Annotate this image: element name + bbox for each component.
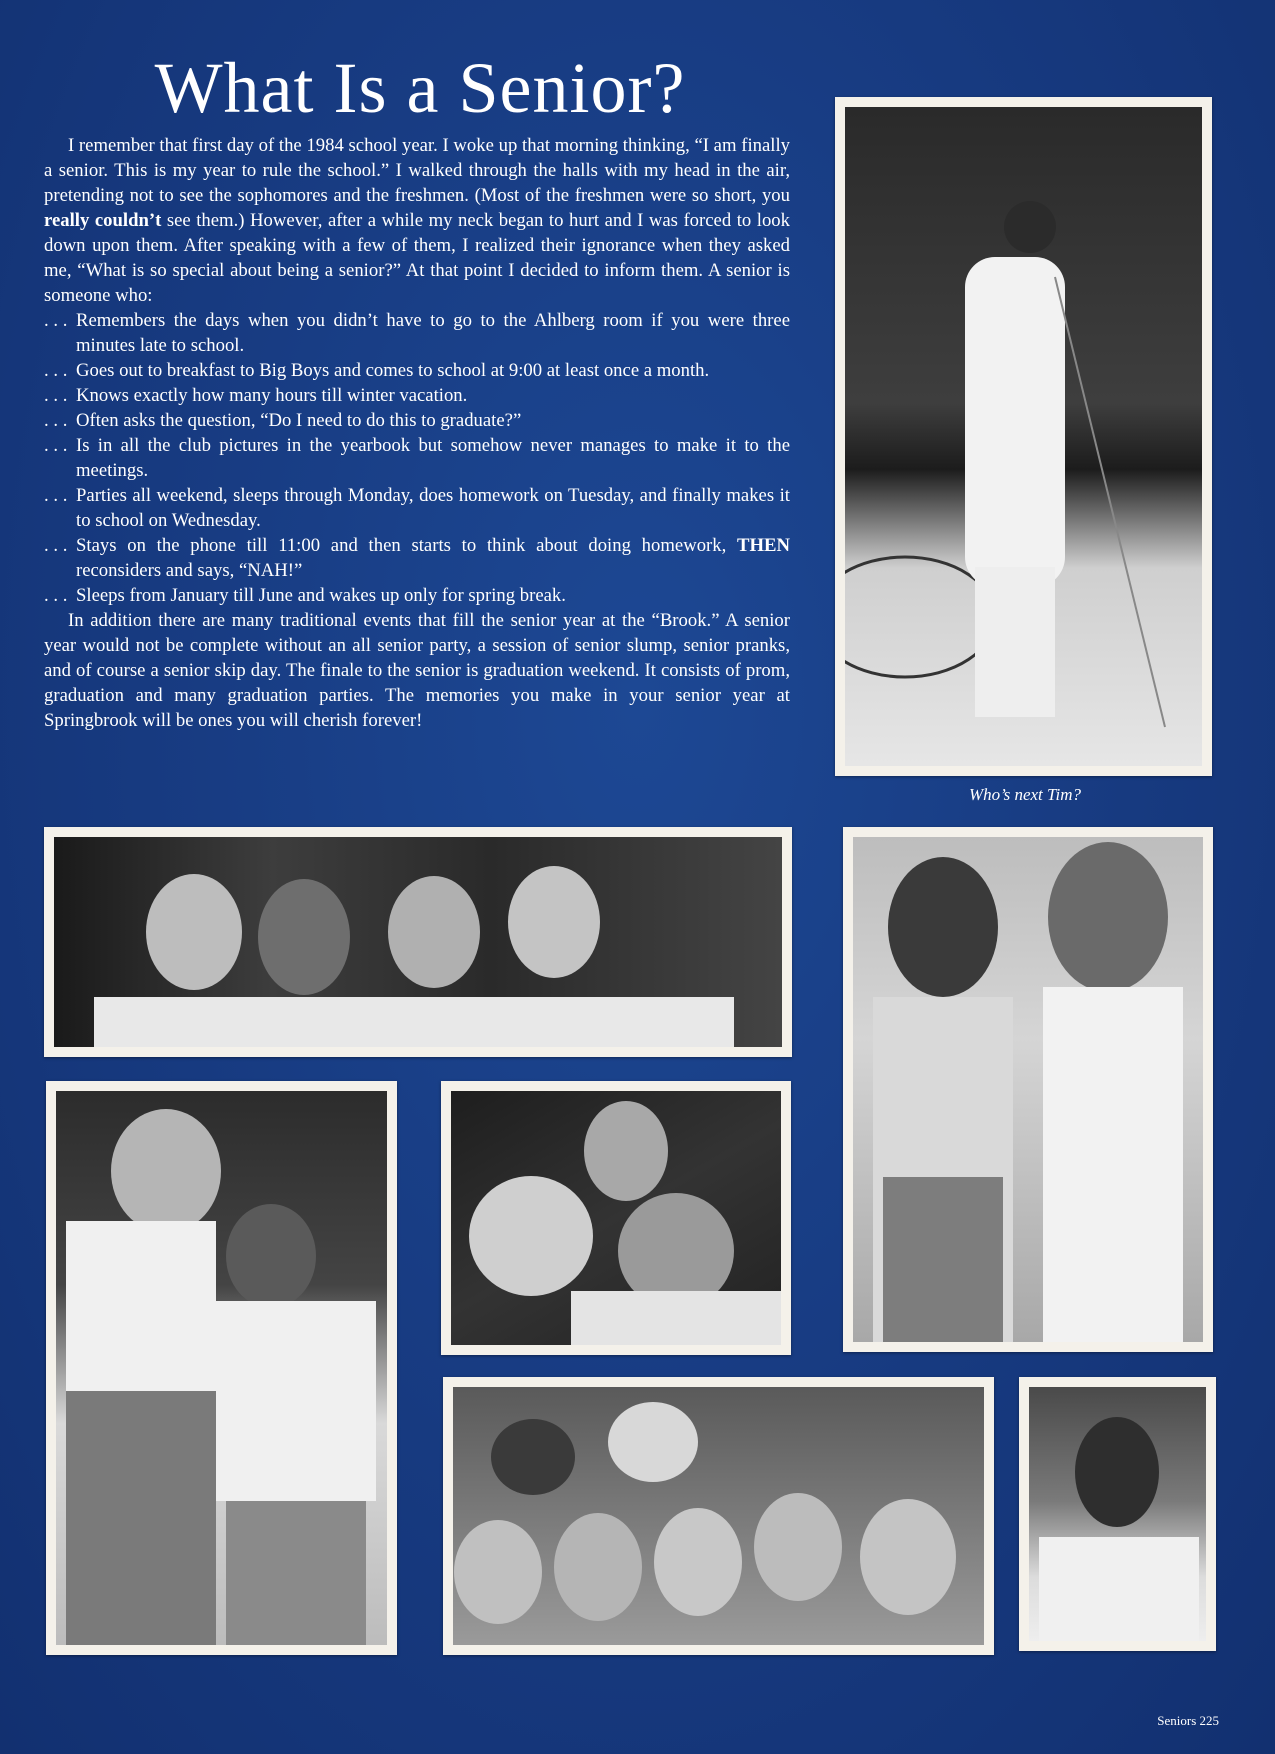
page-folio: Seniors 225 bbox=[1157, 1713, 1219, 1728]
two-girls-figures bbox=[853, 837, 1203, 1342]
photo-singer bbox=[835, 97, 1212, 776]
list-item: . . . Is in all the club pictures in the yearbook but somehow never manages to make it to the meetings. bbox=[44, 435, 790, 481]
list-item: . . . Often asks the question, “Do I need to do this to graduate?” bbox=[44, 410, 522, 431]
two-girls-image bbox=[853, 837, 1203, 1342]
list-marker: . . . bbox=[44, 585, 68, 606]
singer-caption: Who’s next Tim? bbox=[968, 785, 1082, 804]
list-marker: . . . bbox=[44, 410, 68, 431]
list-marker: . . . bbox=[44, 535, 68, 556]
list-marker: . . . bbox=[44, 385, 68, 406]
four-girls-image bbox=[54, 837, 782, 1047]
list-item: . . . Remembers the days when you didn’t have to go to the Ahlberg room if you were three minutes late to school. bbox=[44, 310, 790, 356]
surprised-girl-image bbox=[1029, 1387, 1206, 1641]
hawaiian-image bbox=[56, 1091, 387, 1645]
list-marker: . . . bbox=[44, 360, 68, 381]
list-marker: . . . bbox=[44, 310, 68, 331]
page-title: What Is a Senior? bbox=[154, 48, 686, 128]
senior-list bbox=[44, 308, 790, 608]
singer-image bbox=[845, 107, 1202, 766]
list-item: . . . Knows exactly how many hours till winter vacation. bbox=[44, 385, 468, 406]
photo-surprised-girl bbox=[1019, 1377, 1216, 1651]
closing-paragraph: In addition there are many traditional events that fill the senior year at the “Brook.” A senior year would not be complete without an all senior party, a session of senior slump, senior pranks, and of course a senior skip day. The finale to the senior is graduation weekend. It consists of prom, graduation and many graduation parties. The memories you make in your senior year at Springbrook will be ones you will cherish forever! bbox=[44, 610, 790, 731]
list-marker: . . . bbox=[44, 485, 68, 506]
list-marker: . . . bbox=[44, 435, 68, 456]
intro-paragraph bbox=[44, 133, 790, 308]
list-item: . . . Parties all weekend, sleeps through Monday, does homework on Tuesday, and finally makes it to school on Wednesday. bbox=[44, 485, 790, 531]
two-boys-figures bbox=[451, 1091, 781, 1345]
list-item: . . . Goes out to breakfast to Big Boys and comes to school at 9:00 at least once a month. bbox=[44, 360, 710, 381]
hawaiian-figures bbox=[56, 1091, 387, 1645]
photo-two-boys bbox=[441, 1081, 791, 1355]
intro-bold: really couldn’t bbox=[44, 210, 162, 231]
photo-four-girls bbox=[44, 827, 792, 1057]
list-item: . . . Sleeps from January till June and wakes up only for spring break. bbox=[44, 585, 566, 606]
group-image bbox=[453, 1387, 984, 1645]
singer-figure bbox=[845, 107, 1202, 766]
intro-text-1: I remember that first day of the 1984 school year. I woke up that morning thinking, “I am finally a senior. This is my year to rule the school.” I walked through the halls with my head in the air, pretending not to see the sophomores and the freshmen. (Most of the freshmen were so short, you bbox=[44, 135, 790, 206]
article-body bbox=[44, 133, 790, 733]
group-figures bbox=[453, 1387, 984, 1645]
two-boys-image bbox=[451, 1091, 781, 1345]
surprised-girl-figure bbox=[1029, 1387, 1206, 1641]
photo-two-girls bbox=[843, 827, 1213, 1352]
list-item: . . . Stays on the phone till 11:00 and then starts to think about doing homework, THEN reconsiders and says, “NAH!” bbox=[44, 535, 790, 581]
then-bold: THEN bbox=[737, 535, 790, 556]
photo-group bbox=[443, 1377, 994, 1655]
photo-hawaiian bbox=[46, 1081, 397, 1655]
intro-text-2: see them.) However, after a while my neck began to hurt and I was forced to look down upon them. After speaking with a few of them, I realized their ignorance when they asked me, “What is so special about being a senior?” At that point I decided to inform them. A senior is someone who: bbox=[44, 210, 790, 306]
four-girls-figures bbox=[54, 837, 782, 1047]
